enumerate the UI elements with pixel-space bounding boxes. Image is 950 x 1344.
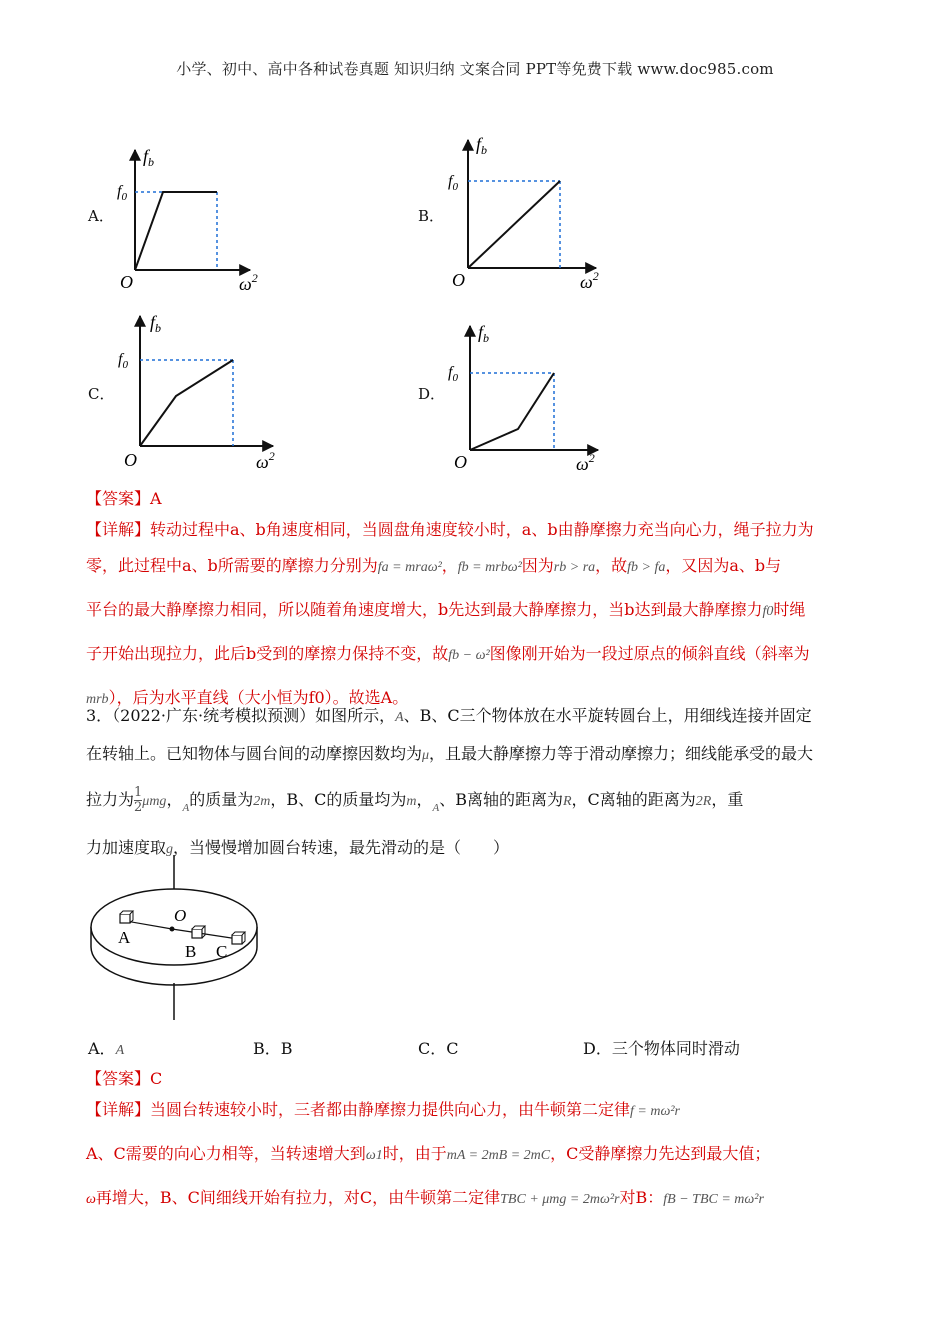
option-d-label: D．	[418, 385, 446, 403]
option-a-label: A．	[88, 207, 114, 225]
question-line: ，重	[711, 790, 744, 809]
detail-line: ，C受静摩擦力先达到最大值；	[550, 1144, 771, 1163]
label-b: B	[185, 942, 197, 961]
page-header: 小学、初中、高中各种试卷真题 知识归纳 文案合同 PPT等免费下载 www.doc985.com	[176, 60, 774, 78]
formula: A	[432, 802, 440, 814]
question-line: 拉力为	[86, 790, 135, 809]
formula: fb > fa	[627, 560, 666, 575]
formula: m	[406, 794, 417, 809]
detail-line: ），后为水平直线（大小恒为f0）。故选A。	[108, 688, 409, 707]
choice-text: A	[115, 1043, 125, 1058]
detail-line: 图像刚开始为一段过原点的倾斜直线（斜率为	[489, 644, 810, 663]
x-axis-label: $\omega^2$	[580, 269, 599, 292]
detail-line: 时，由于	[382, 1144, 447, 1163]
question-line: 3．（2022·广东·统考模拟预测）如图所示，	[86, 706, 396, 725]
detail-line: 再增大，B、C间细线开始有拉力，对C，由牛顿第二定律	[95, 1188, 501, 1207]
f0-label: $f_0$	[448, 173, 458, 193]
formula: fb − ω²	[448, 648, 490, 663]
question-3	[86, 698, 866, 868]
detail-line: 平台的最大静摩擦力相同，所以随着角速度增大，b先达到最大静摩擦力，当b达到最大静摩擦力	[86, 600, 763, 619]
x-axis-label: $\omega^2$	[256, 449, 275, 472]
question-line: ，	[166, 790, 183, 809]
question-line: 在转轴上。已知物体与圆台间的动摩擦因数均为	[86, 744, 423, 763]
option-b-label: B．	[418, 207, 445, 225]
choice-key: D．	[583, 1039, 612, 1058]
label-o: O	[174, 906, 187, 925]
y-axis-label: $f_b$	[150, 312, 162, 335]
y-axis-label: $f_b$	[143, 146, 155, 169]
question-line: 的质量为	[189, 790, 254, 809]
question-line: 、B离轴的距离为	[439, 790, 563, 809]
formula: g	[166, 842, 174, 857]
choice-d[interactable]	[583, 1036, 740, 1059]
question-line: 力加速度取	[86, 838, 167, 857]
graph-b	[448, 128, 608, 293]
y-axis-label: $f_b$	[478, 322, 490, 345]
formula: fB − TBC = mω²r	[663, 1192, 764, 1207]
fb-curve	[470, 373, 554, 450]
answer-1	[86, 486, 162, 509]
question-line: ，当慢慢增加圆台转速，最先滑动的是（ ）	[173, 838, 510, 857]
formula: TBC + μmg = 2mω²r	[500, 1192, 620, 1207]
choice-key: B．	[253, 1039, 281, 1058]
f0-label: $f_0$	[448, 364, 458, 384]
answer-value: C	[150, 1069, 163, 1088]
choice-c[interactable]	[418, 1036, 459, 1059]
question-line: ，C离轴的距离为	[571, 790, 696, 809]
option-c-label: C．	[88, 385, 115, 403]
detail-line: 当圆台转速较小时，三者都由静摩擦力提供向心力，由牛顿第二定律	[150, 1100, 631, 1119]
detail-2	[86, 1092, 866, 1218]
detail-tag: 【详解】	[86, 520, 151, 539]
f0-label: $f_0$	[117, 183, 127, 203]
question-line: ，且最大静摩擦力等于滑动摩擦力；细线能承受的最大	[429, 744, 814, 763]
choice-text: B	[280, 1039, 293, 1058]
formula: f = mω²r	[630, 1104, 681, 1119]
formula: A	[395, 710, 404, 725]
detail-line: ，又因为a、b与	[665, 556, 782, 575]
detail-line: ，	[441, 556, 458, 575]
formula: rb > ra	[553, 560, 596, 575]
x-axis-label: $\omega^2$	[576, 451, 595, 473]
answer-2	[86, 1066, 162, 1089]
question-line: ，B、C的质量均为	[270, 790, 407, 809]
origin-label: O	[120, 272, 133, 292]
formula: mrb	[86, 692, 109, 707]
label-c: C	[216, 942, 228, 961]
choice-b[interactable]	[253, 1036, 293, 1059]
choice-key: A．	[88, 1039, 116, 1058]
formula: f0	[762, 604, 774, 619]
question-line: 、B、C三个物体放在水平旋转圆台上，用细线连接并固定	[403, 706, 812, 725]
formula: mA = 2mB = 2mC	[446, 1148, 551, 1163]
question-line: ，	[416, 790, 433, 809]
fb-curve	[135, 192, 217, 270]
frac-num: 1	[134, 785, 143, 800]
label-a: A	[118, 928, 131, 947]
choice-key: C．	[418, 1039, 447, 1058]
formula: 2m	[253, 794, 271, 809]
detail-line: A、C需要的向心力相等，当转速增大到	[86, 1144, 366, 1163]
origin-label: O	[452, 270, 465, 290]
detail-line: 子开始出现拉力，此后b受到的摩擦力保持不变，故	[86, 644, 449, 663]
center-dot	[170, 927, 175, 932]
disk-top	[91, 889, 257, 965]
detail-line: 因为	[521, 556, 554, 575]
detail-tag: 【详解】	[86, 1100, 151, 1119]
formula: fb = mrbω²	[457, 560, 522, 575]
formula: ω	[86, 1192, 96, 1207]
formula: fa = mraω²	[377, 560, 442, 575]
detail-line: 零，此过程中a、b所需要的摩擦力分别为	[86, 556, 378, 575]
choice-text: 三个物体同时滑动	[611, 1039, 740, 1058]
formula: R	[562, 794, 572, 809]
y-axis-label: $f_b$	[476, 134, 488, 157]
detail-line: 对B：	[619, 1188, 664, 1207]
f0-label: $f_0$	[118, 351, 128, 371]
detail-line: 转动过程中a、b角速度相同，当圆盘角速度较小时，a、b由静摩擦力充当向心力，绳子拉力为	[150, 520, 814, 539]
formula: 2R	[695, 794, 712, 809]
formula: ω1	[365, 1148, 383, 1163]
origin-label: O	[124, 450, 137, 470]
fb-curve	[468, 181, 560, 268]
fb-curve	[140, 360, 233, 446]
answer-value: A	[150, 489, 162, 508]
formula: A	[182, 802, 190, 814]
formula: μmg	[142, 794, 167, 809]
detail-line: 时绳	[773, 600, 806, 619]
detail-line: ，故	[595, 556, 628, 575]
choice-text: C	[446, 1039, 459, 1058]
origin-label: O	[454, 452, 467, 472]
turntable-figure	[86, 855, 266, 1025]
formula: μ	[422, 748, 430, 763]
graph-a	[115, 140, 265, 295]
answer-tag: 【答案】	[86, 1069, 151, 1088]
graph-d	[448, 318, 608, 473]
x-axis-label: $\omega^2$	[239, 271, 258, 294]
choice-a[interactable]	[88, 1036, 124, 1059]
frac-den: 2	[134, 800, 143, 815]
graph-c	[118, 308, 283, 473]
answer-tag: 【答案】	[86, 489, 151, 508]
detail-1	[86, 512, 866, 718]
